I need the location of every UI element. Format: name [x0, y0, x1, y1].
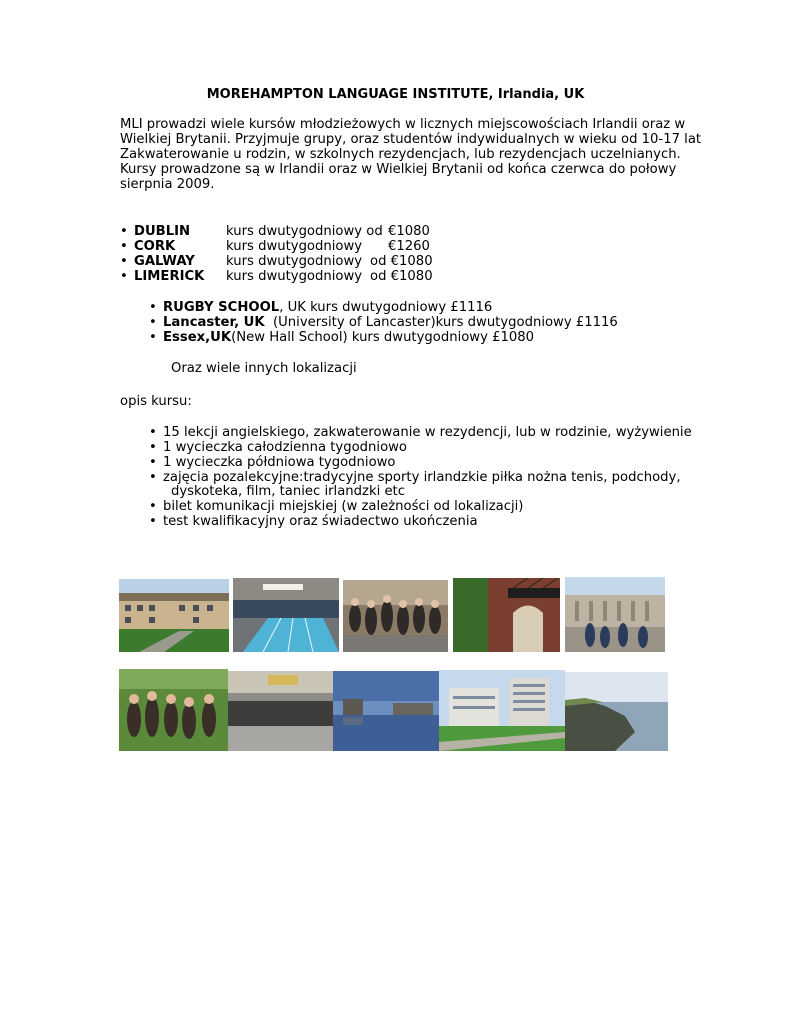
bullet: • — [120, 239, 128, 254]
city-name: CORK — [134, 239, 176, 254]
city-name: DUBLIN — [134, 224, 191, 239]
page-title: MOREHAMPTON LANGUAGE INSTITUTE, Irlandia, UK — [206, 87, 585, 102]
photo-coastal-cliffs — [565, 672, 668, 751]
school-name: Lancaster, UK — [163, 315, 265, 330]
photo-river-castle — [333, 671, 439, 751]
course-price: €1260 — [388, 239, 430, 254]
intro-line: MLI prowadzi wiele kursów młodzieżowych w licznych miejscowościach Irlandii oraz w — [120, 117, 686, 132]
course-item: test kwalifikacyjny oraz świadectwo ukończenia — [163, 514, 478, 529]
course-item: dyskoteka, film, taniec irlandzki etc — [171, 484, 405, 499]
bullet: • — [149, 514, 157, 529]
school-details: , UK kurs dwutygodniowy £1116 — [279, 300, 493, 315]
photo-modern-campus — [439, 670, 565, 751]
bullet: • — [149, 455, 157, 470]
bullet: • — [149, 300, 157, 315]
intro-line: Zakwaterowanie u rodzin, w szkolnych rezydencjach, lub rezydencjach uczelnianych. — [120, 147, 681, 162]
bullet: • — [149, 315, 157, 330]
course-item: 15 lekcji angielskiego, zakwaterowanie w rezydencji, lub w rodzinie, wyżywienie — [163, 425, 692, 440]
course-price: od €1080 — [370, 269, 433, 284]
course-item: bilet komunikacji miejskiej (w zależności od lokalizacji) — [163, 499, 524, 514]
intro-paragraph — [120, 117, 702, 192]
other-locations: Oraz wiele innych lokalizacji — [171, 361, 357, 376]
course-type: kurs dwutygodniowy od — [226, 224, 383, 239]
photo-college-square — [565, 577, 665, 652]
bullet: • — [149, 330, 157, 345]
school-name: RUGBY SCHOOL — [163, 300, 280, 315]
photo-street-crowd — [228, 671, 333, 751]
bullet: • — [149, 425, 157, 440]
intro-line: Wielkiej Brytanii. Przyjmuje grupy, oraz studentów indywidualnych w wieku od 10-17 lat — [120, 132, 702, 147]
photo-archway-ivy — [453, 578, 560, 652]
photo-student-group — [343, 580, 448, 652]
bullet: • — [149, 470, 157, 485]
course-type: kurs dwutygodniowy — [226, 269, 363, 284]
intro-line: sierpnia 2009. — [120, 177, 215, 192]
course-item: zajęcia pozalekcyjne:tradycyjne sporty irlandzkie piłka nożna tenis, podchody, — [163, 470, 681, 485]
photo-campus-residence — [119, 579, 229, 652]
course-price: od €1080 — [370, 254, 433, 269]
bullet: • — [120, 224, 128, 239]
course-heading: opis kursu: — [120, 394, 192, 409]
photo-swimming-pool — [233, 578, 339, 652]
bullet: • — [120, 269, 128, 284]
course-price: €1080 — [388, 224, 430, 239]
bullet: • — [149, 440, 157, 455]
bullet: • — [149, 499, 157, 514]
school-name: Essex,UK — [163, 330, 232, 345]
school-details: (New Hall School) kurs dwutygodniowy £1080 — [231, 330, 535, 345]
city-name: LIMERICK — [134, 269, 205, 284]
intro-line: Kursy prowadzone są w Irlandii oraz w Wielkiej Brytanii od końca czerwca do połowy — [120, 162, 677, 177]
course-item: 1 wycieczka całodzienna tygodniowo — [163, 440, 407, 455]
course-type: kurs dwutygodniowy — [226, 239, 363, 254]
city-name: GALWAY — [134, 254, 195, 269]
bullet: • — [120, 254, 128, 269]
school-details: (University of Lancaster)kurs dwutygodniowy £1116 — [264, 315, 618, 330]
course-item: 1 wycieczka półdniowa tygodniowo — [163, 455, 396, 470]
course-type: kurs dwutygodniowy — [226, 254, 363, 269]
photo-students-outdoors — [119, 669, 228, 751]
